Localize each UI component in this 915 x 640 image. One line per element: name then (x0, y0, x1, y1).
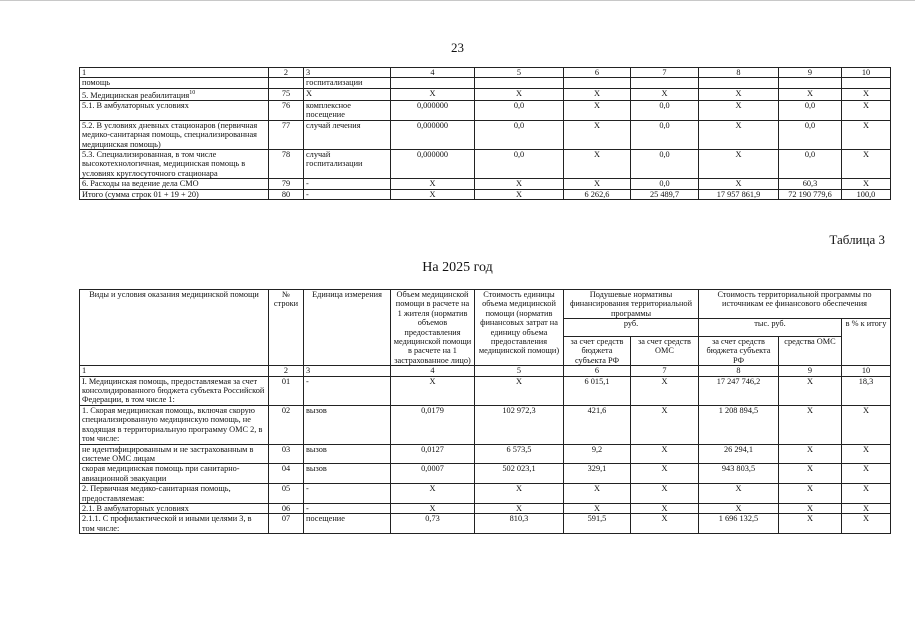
table-cell: Х (475, 179, 564, 189)
table-cell: 0,0 (475, 100, 564, 120)
table-cell: 8 (699, 366, 779, 376)
table-cell: Х (699, 503, 779, 513)
table-cell: 3 (304, 68, 391, 78)
table-cell: 4 (391, 366, 475, 376)
column-number-row (80, 366, 891, 376)
table-cell: Х (842, 514, 891, 534)
table-cell: 1 (80, 366, 269, 376)
table-cell: 3 (304, 366, 391, 376)
table-cell: Х (564, 150, 631, 179)
table-cell: I. Медицинская помощь, предоставляемая за счет консолидированного бюджета субъекта Российской Федерации, в том числе 1: (80, 376, 269, 405)
table-cell: Х (631, 484, 699, 504)
table-cell: Х (842, 120, 891, 149)
table-cell: 9 (779, 68, 842, 78)
table-row (80, 179, 891, 189)
table-cell: 0,0 (631, 150, 699, 179)
table-row (80, 88, 891, 100)
table-cell: Х (564, 503, 631, 513)
col-head-percent: в % к итогу (842, 319, 891, 366)
table-cell: Х (631, 503, 699, 513)
table-cell: Х (631, 376, 699, 405)
table-cell: 0,0 (779, 150, 842, 179)
table-cell: Х (779, 514, 842, 534)
table-cell: посещение (304, 514, 391, 534)
table-cell: 5.1. В амбулаторных условиях (80, 100, 269, 120)
table-cell: Х (564, 179, 631, 189)
table-row (80, 484, 891, 504)
table-cell: Х (475, 503, 564, 513)
table-cell: 329,1 (564, 464, 631, 484)
table-row (80, 78, 891, 88)
table-cell: скорая медицинская помощь при санитарно-авиационной эвакуации (80, 464, 269, 484)
table-cell: 943 803,5 (699, 464, 779, 484)
table-cell: Х (779, 464, 842, 484)
table-cell (699, 78, 779, 88)
table-cell: Х (699, 484, 779, 504)
table-cell: Х (631, 514, 699, 534)
column-number-row (80, 68, 891, 78)
table-cell: 01 (269, 376, 304, 405)
table-cell: вызов (304, 405, 391, 444)
col-head-per-capita-unit: руб. (564, 319, 699, 337)
table-cell: 04 (269, 464, 304, 484)
table-cell (564, 78, 631, 88)
table-cell: 5.2. В условиях дневных стационаров (первичная медико-санитарная помощь, специализированная медицинская помощь) (80, 120, 269, 149)
table-cell: Х (304, 88, 391, 100)
table-cell: Х (779, 503, 842, 513)
table-cell: 06 (269, 503, 304, 513)
table-row (80, 150, 891, 179)
table-cell: Х (699, 88, 779, 100)
table-cell: 6 (564, 366, 631, 376)
table-cell: случай госпитализации (304, 150, 391, 179)
table-cell: 1 (80, 68, 269, 78)
table-cell: 591,5 (564, 514, 631, 534)
table-cell: Х (391, 189, 475, 199)
table-cell: Х (842, 88, 891, 100)
table-cell: Х (564, 88, 631, 100)
table-cell: Х (391, 484, 475, 504)
table-cell: Х (475, 484, 564, 504)
table-cell (631, 78, 699, 88)
table-cell: Х (779, 376, 842, 405)
table-cell: Х (842, 150, 891, 179)
table-cell: Х (391, 376, 475, 405)
table-cell: 72 190 779,6 (779, 189, 842, 199)
col-head-row-no: № строки (269, 290, 304, 366)
table-cell: - (304, 179, 391, 189)
table-cell: 0,0007 (391, 464, 475, 484)
table-cell: 810,3 (475, 514, 564, 534)
table-cell: Х (631, 88, 699, 100)
table-cell: Х (842, 484, 891, 504)
table-cell: 502 023,1 (475, 464, 564, 484)
table-row (80, 189, 891, 199)
table-cell: 0,0179 (391, 405, 475, 444)
table-cell: 0,0 (631, 179, 699, 189)
table-cell: 02 (269, 405, 304, 444)
table-cell: 10 (842, 366, 891, 376)
table-row (80, 100, 891, 120)
table-continued (79, 67, 891, 200)
col-head-volume: Объем медицинской помощи в расчете на 1 жителя (норматив объемов предоставления медицинской помощи в расчете на 1 застрахованное лицо) (391, 290, 475, 366)
table-cell: 6 262,6 (564, 189, 631, 199)
table-cell (269, 78, 304, 88)
table-cell: 7 (631, 366, 699, 376)
table-cell (391, 78, 475, 88)
table-row (80, 405, 891, 444)
table-cell: Х (842, 464, 891, 484)
col-head-unit-cost: Стоимость единицы объема медицинской помощи (норматив финансовых затрат на единицу объема предоставления медицинской помощи) (475, 290, 564, 366)
table-row (80, 464, 891, 484)
table-cell: 2 (269, 366, 304, 376)
table-cell: Итого (сумма строк 01 + 19 + 20) (80, 189, 269, 199)
table-cell: Х (779, 484, 842, 504)
table-cell: 102 972,3 (475, 405, 564, 444)
table-cell: 5 (475, 366, 564, 376)
table-cell: Х (779, 405, 842, 444)
table-cell: Х (631, 444, 699, 464)
table-cell: 0,0 (631, 100, 699, 120)
footnote-mark: 10 (189, 89, 196, 96)
table-cell (475, 78, 564, 88)
table-cell: 77 (269, 120, 304, 149)
table-cell: Х (564, 484, 631, 504)
table-cell: Х (699, 120, 779, 149)
table-cell: 1 696 132,5 (699, 514, 779, 534)
table-cell: 79 (269, 179, 304, 189)
table-cell: 78 (269, 150, 304, 179)
table-cell: 0,0127 (391, 444, 475, 464)
table-cell: - (304, 189, 391, 199)
table-cell: 0,0 (631, 120, 699, 149)
table-cell: случай лечения (304, 120, 391, 149)
table-cell: 25 489,7 (631, 189, 699, 199)
col-head-budget-cost: за счет средств бюджета субъекта РФ (699, 337, 779, 366)
col-head-oms-per-capita: за счет средств ОМС (631, 337, 699, 366)
table-cell: Х (779, 444, 842, 464)
table-row (80, 444, 891, 464)
col-head-per-capita: Подушевые нормативы финансирования территориальной программы (564, 290, 699, 319)
table-cell: 6 (564, 68, 631, 78)
table-cell: 18,3 (842, 376, 891, 405)
table-cell: 10 (842, 68, 891, 78)
table-cell: - (304, 503, 391, 513)
table-cell: 100,0 (842, 189, 891, 199)
table-cell (842, 78, 891, 88)
table-cell: Х (699, 179, 779, 189)
table-cell: 7 (631, 68, 699, 78)
table-cell: Х (475, 189, 564, 199)
table-2025 (79, 289, 891, 534)
col-head-unit: Единица измерения (304, 290, 391, 366)
table-row (80, 514, 891, 534)
table-cell: 6 573,5 (475, 444, 564, 464)
table-cell: 421,6 (564, 405, 631, 444)
table-cell: 0,0 (475, 150, 564, 179)
year-title: На 2025 год (422, 260, 493, 275)
table-cell: 26 294,1 (699, 444, 779, 464)
table-cell: вызов (304, 464, 391, 484)
col-head-oms-cost: средства ОМС (779, 337, 842, 366)
table-cell: 5. Медицинская реабилитация$^{10}$ (80, 88, 269, 100)
table-cell: 9,2 (564, 444, 631, 464)
table-cell: Х (564, 100, 631, 120)
table-cell: 1. Скорая медицинская помощь, включая скорую специализированную медицинскую помощь, не входящая в территориальную программу ОМС 2, в том числе: (80, 405, 269, 444)
table-cell: 60,3 (779, 179, 842, 189)
table-cell: Х (475, 376, 564, 405)
table-cell: 17 957 861,9 (699, 189, 779, 199)
table-cell: 76 (269, 100, 304, 120)
table-cell: 6. Расходы на ведение дела СМО (80, 179, 269, 189)
table-cell: Х (699, 150, 779, 179)
table-cell: 0,000000 (391, 150, 475, 179)
table-cell: 03 (269, 444, 304, 464)
table-cell: Х (391, 179, 475, 189)
page-number: 23 (451, 40, 464, 55)
table-cell: 9 (779, 366, 842, 376)
table-cell: 8 (699, 68, 779, 78)
table-cell: 17 247 746,2 (699, 376, 779, 405)
table-cell: госпитализации (304, 78, 391, 88)
table-cell: 2.1.1. С профилактической и иными целями 3, в том числе: (80, 514, 269, 534)
table-cell: 80 (269, 189, 304, 199)
col-head-budget-per-capita: за счет средств бюджета субъекта РФ (564, 337, 631, 366)
table-cell: 0,000000 (391, 120, 475, 149)
table-cell: Х (475, 88, 564, 100)
table-cell: 1 208 894,5 (699, 405, 779, 444)
table-cell: 0,0 (475, 120, 564, 149)
table-cell: 6 015,1 (564, 376, 631, 405)
table-cell: не идентифицированным и не застрахованным в системе ОМС лицам (80, 444, 269, 464)
table-cell: 5 (475, 68, 564, 78)
table-row (80, 120, 891, 149)
table-cell: Х (631, 405, 699, 444)
table-cell: комплексное посещение (304, 100, 391, 120)
table-cell: 0,000000 (391, 100, 475, 120)
table-cell (779, 78, 842, 88)
table-cell: 2. Первичная медико-санитарная помощь, предоставляемая: (80, 484, 269, 504)
table-label: Таблица 3 (829, 232, 885, 247)
table-cell: Х (631, 464, 699, 484)
table-cell: 05 (269, 484, 304, 504)
table-cell: Х (842, 503, 891, 513)
table-cell: - (304, 484, 391, 504)
table-row (80, 503, 891, 513)
table-cell: 0,0 (779, 100, 842, 120)
table-cell: 4 (391, 68, 475, 78)
page-top-edge (0, 0, 915, 1)
table-cell: Х (391, 503, 475, 513)
table-cell: 75 (269, 88, 304, 100)
table-cell: 0,73 (391, 514, 475, 534)
table-cell: вызов (304, 444, 391, 464)
col-head-program-cost: Стоимость территориальной программы по источникам ее финансового обеспечения (699, 290, 891, 319)
table-cell: Х (842, 179, 891, 189)
table-row (80, 376, 891, 405)
table-cell: Х (699, 100, 779, 120)
table-cell: - (304, 376, 391, 405)
table-cell: Х (842, 100, 891, 120)
table-cell: 2 (269, 68, 304, 78)
table-cell: 07 (269, 514, 304, 534)
table-cell: Х (564, 120, 631, 149)
table-cell: 5.3. Специализированная, в том числе высокотехнологичная, медицинская помощь в условиях круглосуточного стационара (80, 150, 269, 179)
table-cell: 0,0 (779, 120, 842, 149)
table-cell: Х (842, 444, 891, 464)
table-cell: Х (391, 88, 475, 100)
table-cell: 2.1. В амбулаторных условиях (80, 503, 269, 513)
table-cell: помощь (80, 78, 269, 88)
col-head-program-cost-unit: тыс. руб. (699, 319, 842, 337)
col-head-type: Виды и условия оказания медицинской помощи (80, 290, 269, 366)
table-cell: Х (779, 88, 842, 100)
table-cell: Х (842, 405, 891, 444)
